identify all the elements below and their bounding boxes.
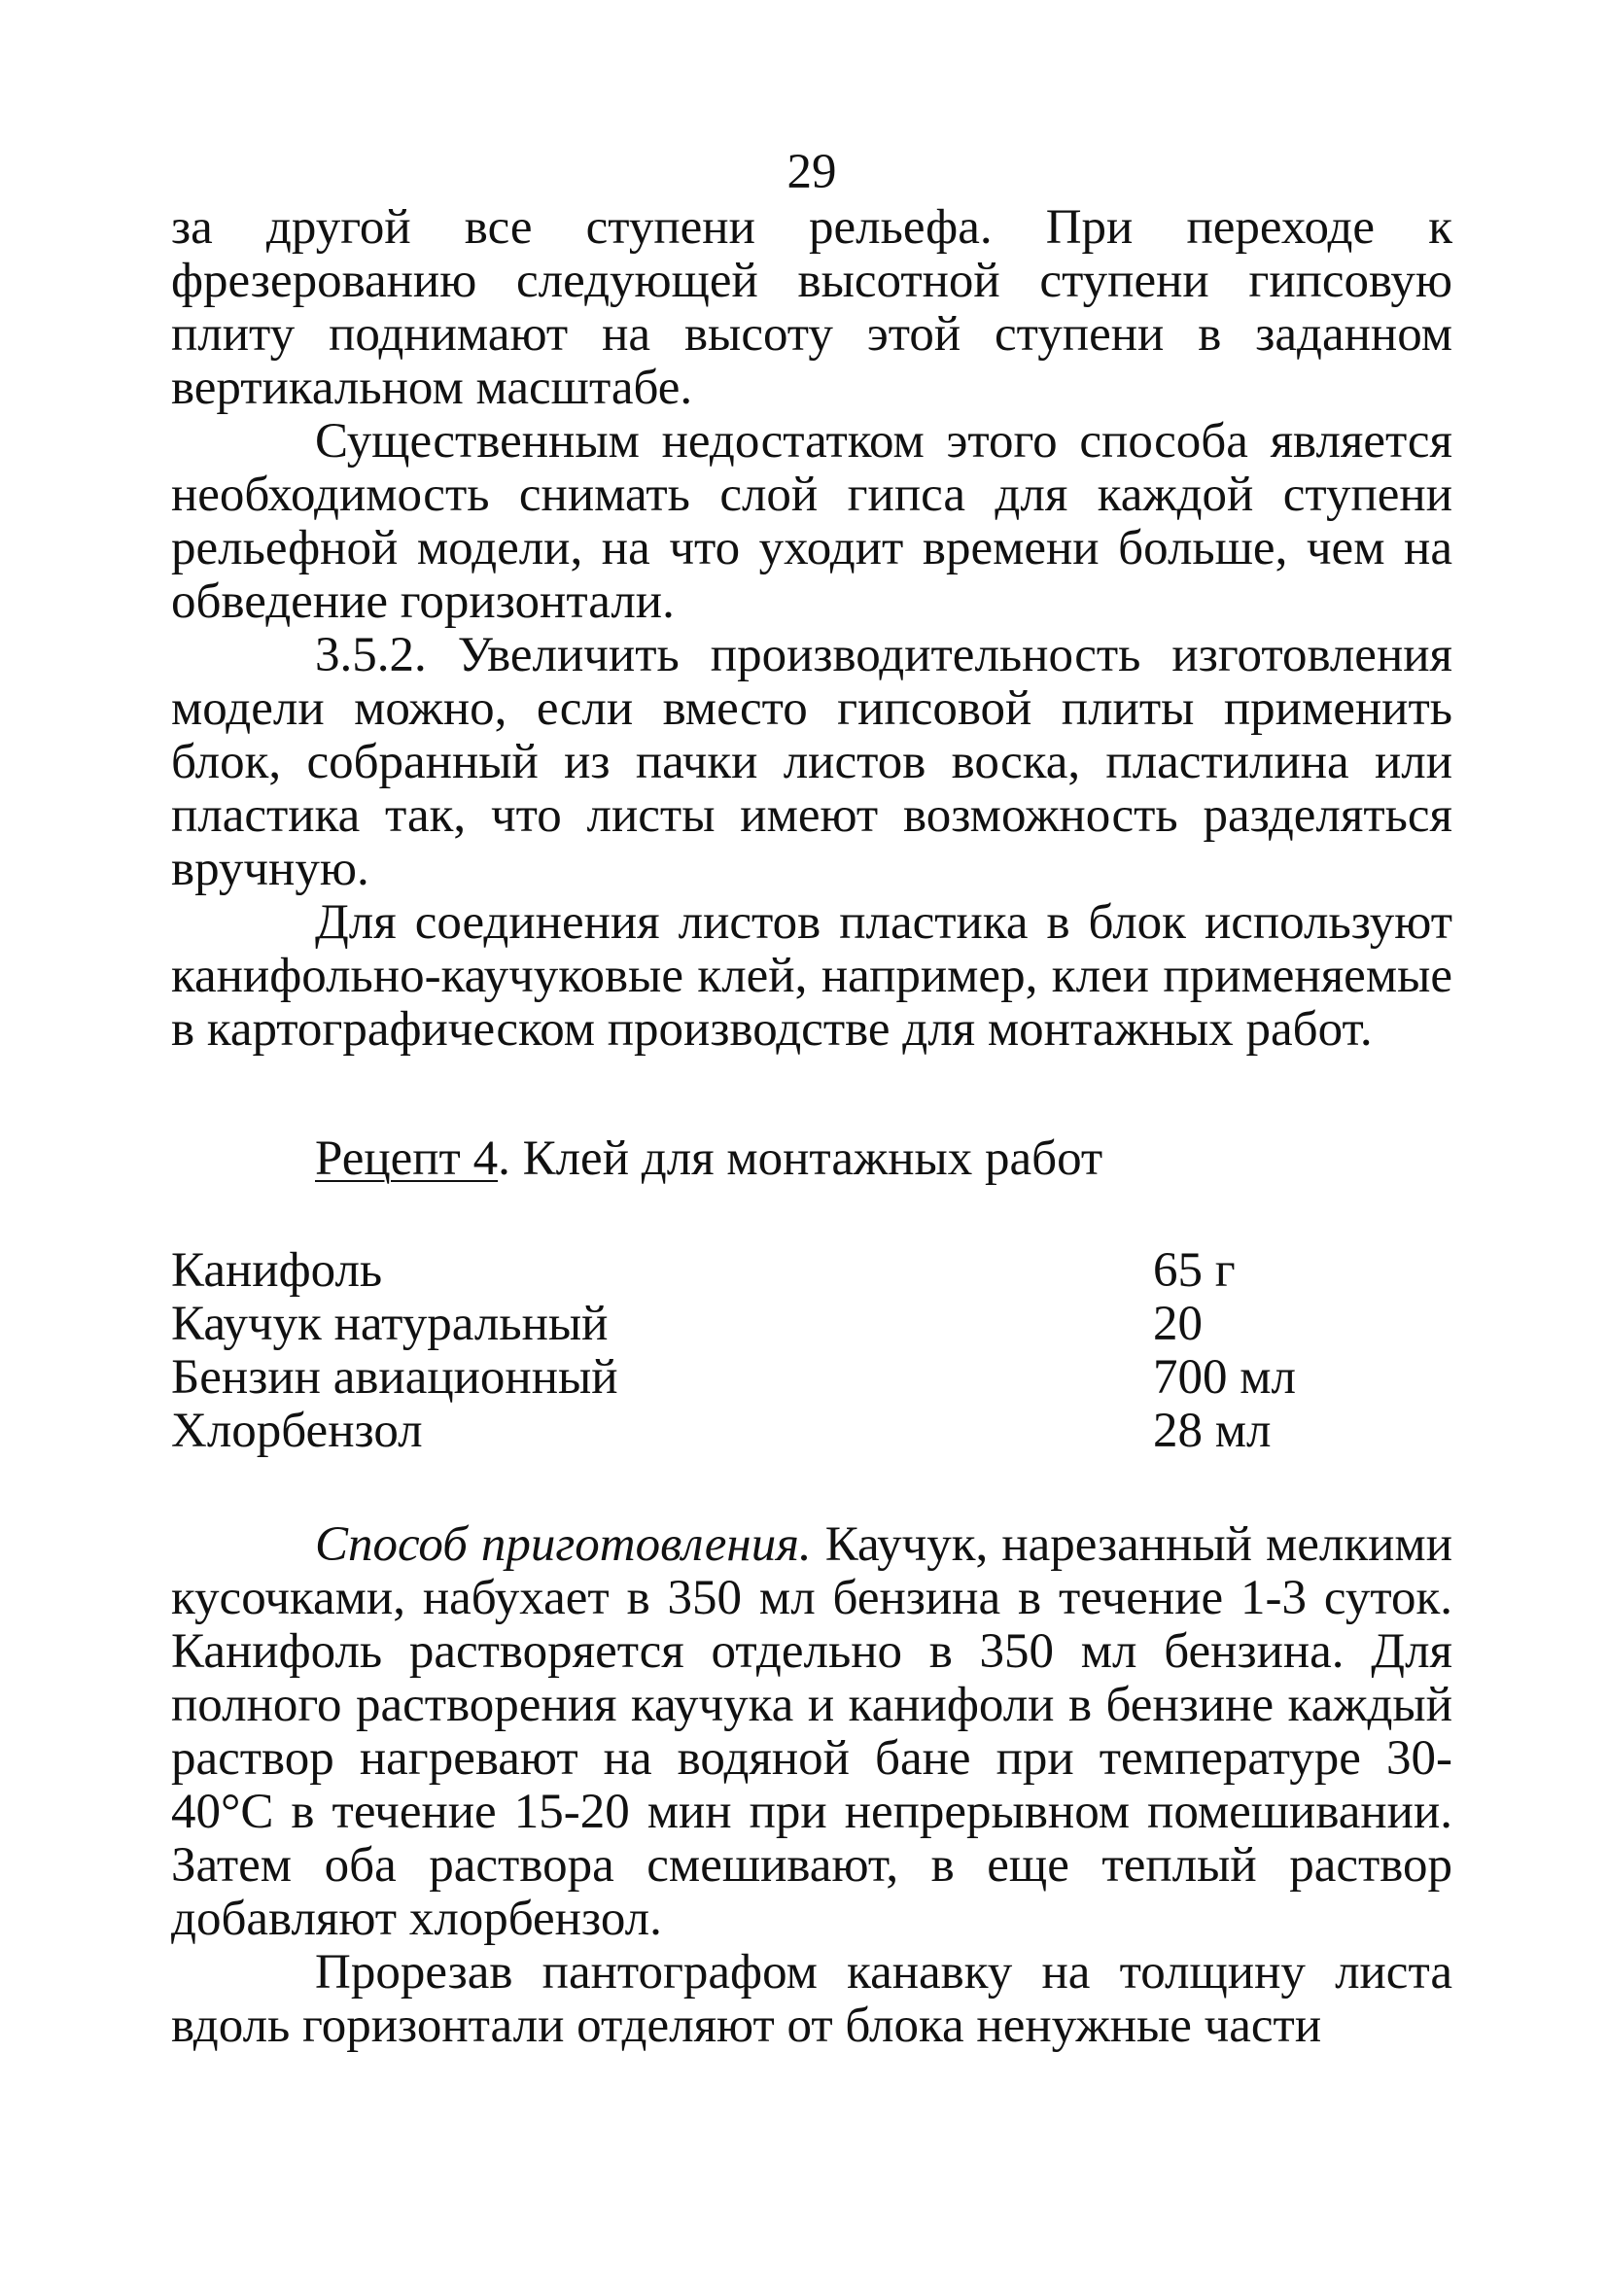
ingredient-name: Каучук натуральный [171,1297,609,1351]
ingredients-list [171,1244,1452,1458]
preparation-text: Каучук, нарезанный мелкими кусочками, набухает в 350 мл бензина в течение 1-3 суток. Канифоль растворяется отдельно в 350 мл бензина. Для полного растворения каучука и канифоли в бензине каждый раствор нагревают на водяной бане при температуре 30-40°С в течение 15-20 мин при непрерывном помешивании. Затем оба раствора смешивают, в еще теплый раствор добавляют хлорбензол. [171,1517,1452,1946]
paragraph-continuation: за другой все ступени рельефа. При переходе к фрезерованию следующей высотной ступени гипсовую плиту поднимают на высоту этой ступени в заданном вертикальном масштабе. [171,200,1452,415]
recipe-heading [315,1132,1452,1186]
ingredient-name: Канифоль [171,1243,383,1298]
paragraph-final: Прорезав пантографом канавку на толщину листа вдоль горизонтали отделяют от блока ненужные части [171,1945,1452,2053]
paragraph-preparation [171,1518,1452,1946]
ingredient-row [171,1405,1452,1458]
ingredient-name: Хлорбензол [171,1404,423,1458]
recipe-label: Рецепт 4 [315,1131,499,1186]
ingredient-amount: 20 [1153,1297,1203,1351]
ingredient-row [171,1351,1452,1405]
ingredient-amount: 28 мл [1153,1404,1272,1458]
recipe-title-text: . Клей для монтажных работ [498,1131,1103,1186]
preparation-lead: Способ приготовления. [315,1517,812,1572]
ingredient-row [171,1298,1452,1351]
paragraph-section-3-5-2: 3.5.2. Увеличить производительность изготовления модели можно, если вместо гипсовой плиты применить блок, собранный из пачки листов воска, пластилина или пластика так, что листы имеют возможность разделяться вручную. [171,628,1452,896]
paragraph-adhesive-intro: Для соединения листов пластика в блок используют канифольно-каучуковые клей, например, клеи применяемые в картографическом производстве для монтажных работ. [171,895,1452,1057]
ingredient-amount: 65 г [1153,1243,1236,1298]
ingredient-amount: 700 мл [1153,1350,1296,1405]
ingredient-name: Бензин авиационный [171,1350,618,1405]
document-page [171,146,1452,2053]
page-number: 29 [786,145,837,199]
paragraph-drawback: Существенным недостатком этого способа является необходимость снимать слой гипса для каждой ступени рельефной модели, на что уходит времени больше, чем на обведение горизонтали. [171,414,1452,629]
ingredient-row [171,1244,1452,1298]
